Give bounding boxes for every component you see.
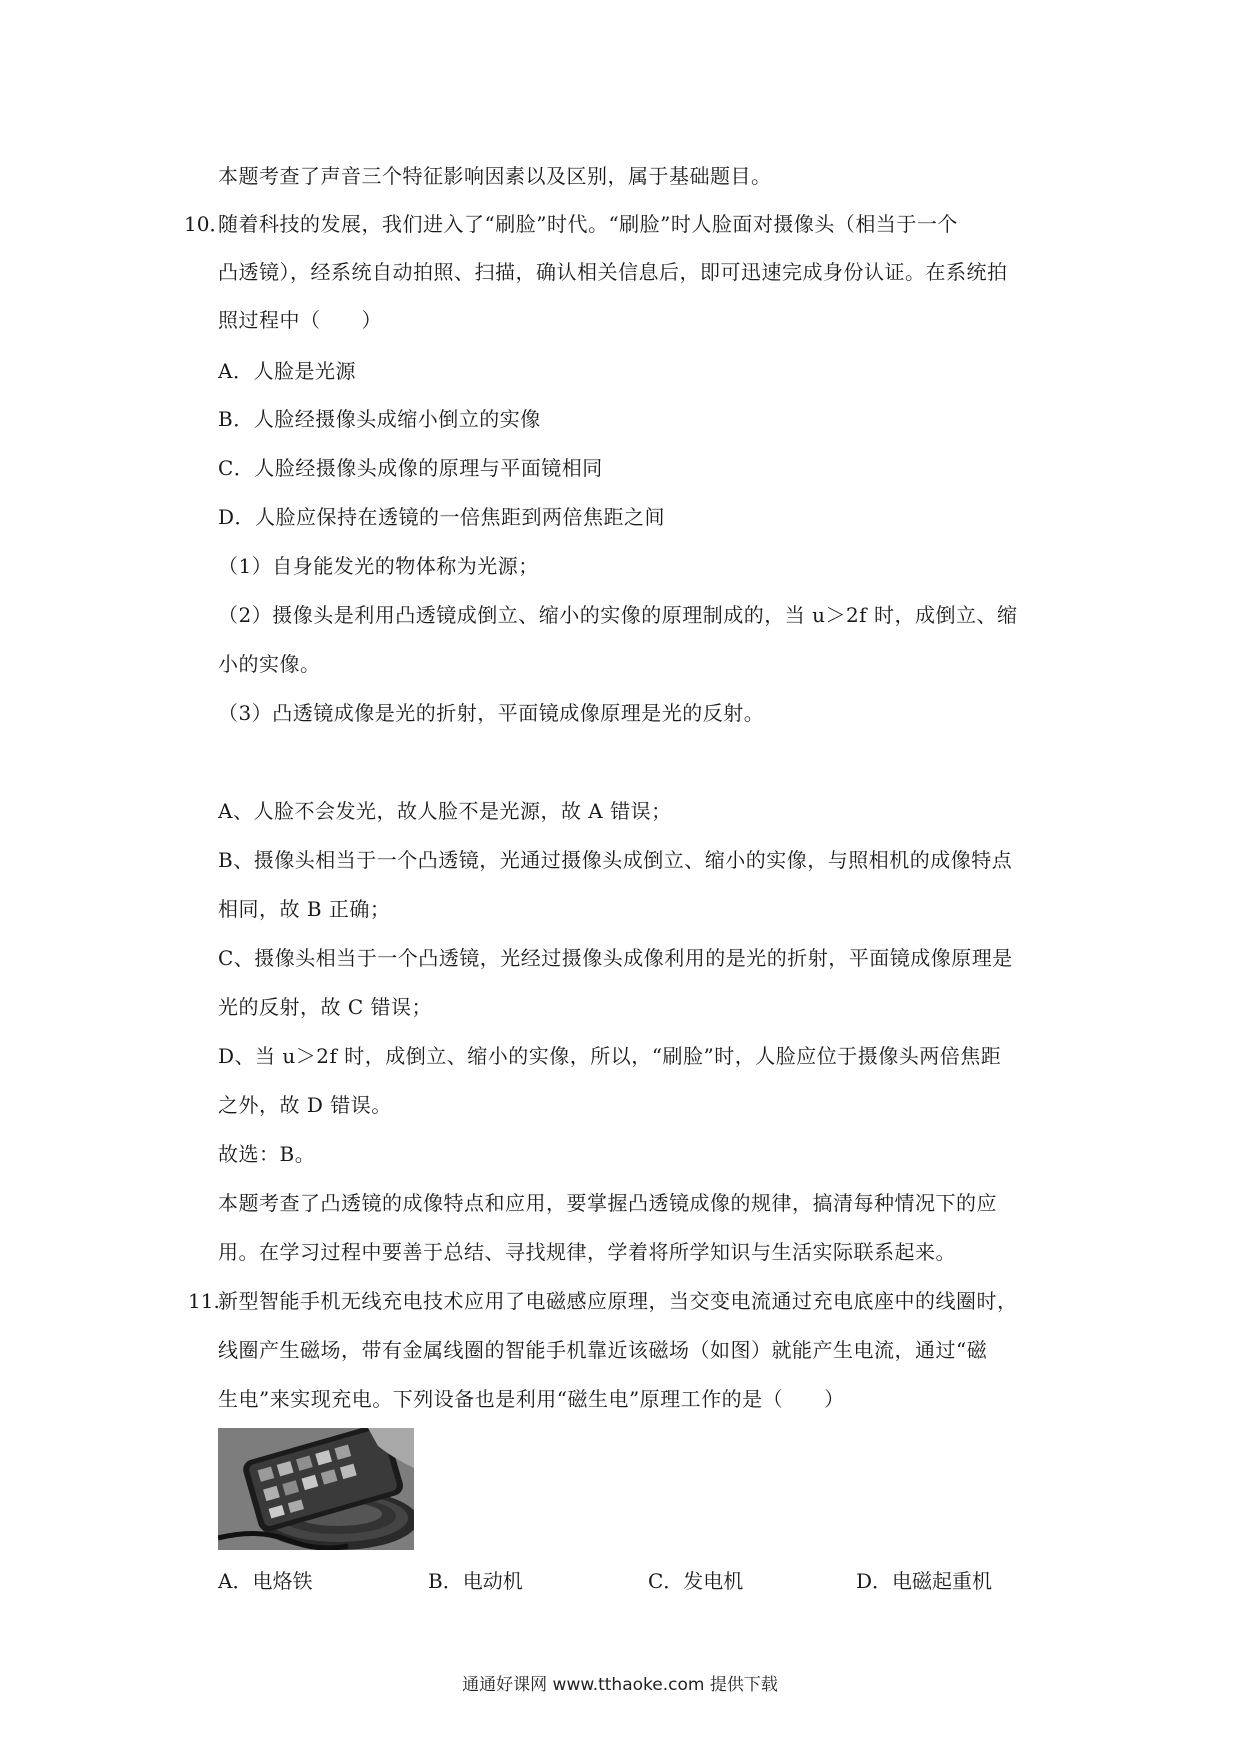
solution-d-line2: 之外，故 D 错误。 bbox=[218, 1093, 392, 1117]
knowledge-point-3: （3）凸透镜成像是光的折射，平面镜成像原理是光的反射。 bbox=[218, 701, 765, 725]
prev-summary: 本题考查了声音三个特征影响因素以及区别，属于基础题目。 bbox=[218, 164, 772, 188]
question-10-stem-line2: 凸透镜），经系统自动拍照、扫描，确认相关信息后，即可迅速完成身份认证。在系统拍 bbox=[218, 260, 1008, 284]
question-11-stem-line1: 新型智能手机无线充电技术应用了电磁感应原理，当交变电流通过充电底座中的线圈时， bbox=[218, 1289, 1018, 1313]
summary-line2: 用。在学习过程中要善于总结、寻找规律，学着将所学知识与生活实际联系起来。 bbox=[218, 1240, 956, 1264]
knowledge-point-2-line2: 小的实像。 bbox=[218, 652, 321, 676]
question-10-option-b: B．人脸经摄像头成缩小倒立的实像 bbox=[218, 407, 541, 431]
solution-d-line1: D、当 u＞2f 时，成倒立、缩小的实像，所以，“刷脸”时，人脸应位于摄像头两倍焦距 bbox=[218, 1044, 1002, 1068]
question-11-option-b: B．电动机 bbox=[428, 1569, 523, 1593]
question-11-option-d: D．电磁起重机 bbox=[856, 1569, 993, 1593]
question-11-stem-line3: 生电”来实现充电。下列设备也是利用“磁生电”原理工作的是（ ） bbox=[218, 1387, 845, 1411]
question-10-option-a: A．人脸是光源 bbox=[218, 359, 356, 383]
question-11-stem-line2: 线圈产生磁场，带有金属线圈的智能手机靠近该磁场（如图）就能产生电流，通过“磁 bbox=[218, 1338, 988, 1362]
solution-c-line1: C、摄像头相当于一个凸透镜，光经过摄像头成像利用的是光的折射，平面镜成像原理是 bbox=[218, 946, 1013, 970]
wireless-charging-phone-image bbox=[218, 1428, 414, 1550]
question-10-stem-line3: 照过程中（ ） bbox=[218, 308, 382, 332]
question-10-stem-line1: 随着科技的发展，我们进入了“刷脸”时代。“刷脸”时人脸面对摄像头（相当于一个 bbox=[218, 212, 958, 236]
question-11-option-c: C．发电机 bbox=[648, 1569, 744, 1593]
footer-watermark: 通通好课网 www.tthaoke.com 提供下载 bbox=[462, 1675, 778, 1695]
knowledge-point-2-line1: （2）摄像头是利用凸透镜成倒立、缩小的实像的原理制成的，当 u＞2f 时，成倒立、缩 bbox=[218, 603, 1018, 627]
solution-b-line1: B、摄像头相当于一个凸透镜，光通过摄像头成倒立、缩小的实像，与照相机的成像特点 bbox=[218, 848, 1013, 872]
question-11-option-a: A．电烙铁 bbox=[218, 1569, 313, 1593]
question-10-number: 10． bbox=[184, 212, 230, 236]
answer: 故选：B。 bbox=[218, 1142, 316, 1166]
solution-c-line2: 光的反射，故 C 错误； bbox=[218, 995, 433, 1019]
solution-b-line2: 相同，故 B 正确； bbox=[218, 897, 391, 921]
solution-a: A、人脸不会发光，故人脸不是光源，故 A 错误； bbox=[218, 799, 672, 823]
summary-line1: 本题考查了凸透镜的成像特点和应用，要掌握凸透镜成像的规律，搞清每种情况下的应 bbox=[218, 1191, 997, 1215]
question-11-number: 11. bbox=[188, 1289, 220, 1313]
question-10-option-c: C．人脸经摄像头成像的原理与平面镜相同 bbox=[218, 456, 603, 480]
question-10-option-d: D．人脸应保持在透镜的一倍焦距到两倍焦距之间 bbox=[218, 505, 666, 529]
knowledge-point-1: （1）自身能发光的物体称为光源； bbox=[218, 554, 539, 578]
